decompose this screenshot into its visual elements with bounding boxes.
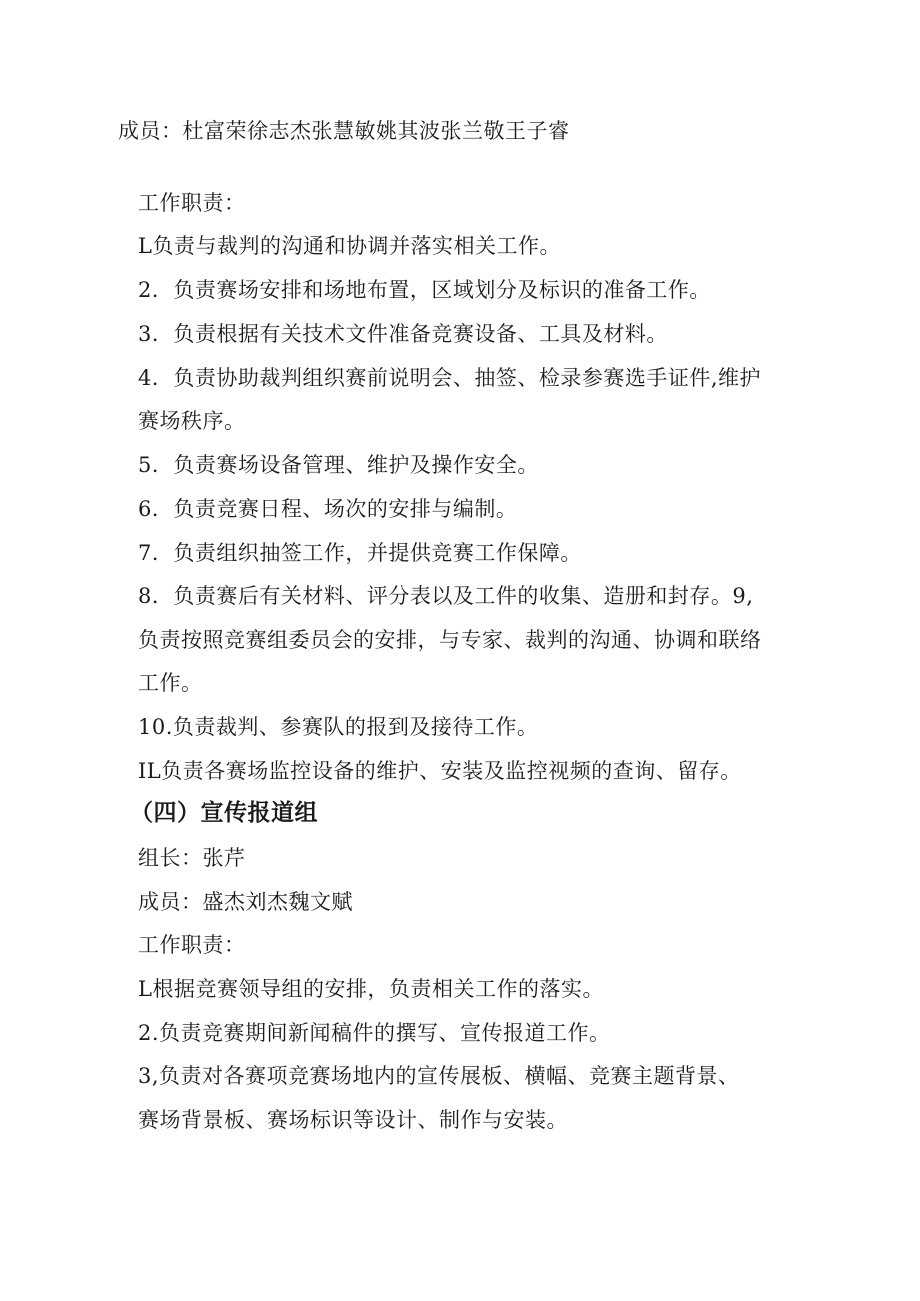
leader-line: 组长：张芹: [138, 846, 246, 870]
section-heading: （四）宣传报道组: [130, 800, 318, 826]
duty-item: 2.负责竞赛期间新闻稿件的撰写、宣传报道工作。: [138, 1021, 611, 1045]
duty-item: 工作。: [138, 671, 203, 695]
duty-item: 7．负责组织抽签工作，并提供竞赛工作保障。: [138, 541, 582, 565]
duties-label: 工作职责：: [138, 933, 246, 957]
duty-item: 4．负责协助裁判组织赛前说明会、抽签、检录参赛选手证件,维护: [138, 366, 762, 390]
duty-item: 负责按照竞赛组委员会的安排，与专家、裁判的沟通、协调和联络: [138, 628, 762, 652]
duty-item: 5．负责赛场设备管理、维护及操作安全。: [138, 453, 539, 477]
duty-item: L根据竞赛领导组的安排，负责相关工作的落实。: [138, 977, 604, 1001]
duty-item: 10.负责裁判、参赛队的报到及接待工作。: [138, 715, 539, 739]
duty-item: 2．负责赛场安排和场地布置，区域划分及标识的准备工作。: [138, 278, 711, 302]
duty-item: 赛场秩序。: [138, 409, 246, 433]
duty-item: 8．负责赛后有关材料、评分表以及工件的收集、造册和封存。9,: [138, 584, 754, 608]
duty-item: 3．负责根据有关技术文件准备竞赛设备、工具及材料。: [138, 322, 668, 346]
members-line: 成员：杜富荣徐志杰张慧敏姚其波张兰敬王子睿: [118, 119, 570, 143]
duty-item: L负责与裁判的沟通和协调并落实相关工作。: [138, 234, 561, 258]
duty-item: 3,负责对各赛项竞赛场地内的宣传展板、横幅、竞赛主题背景、: [138, 1064, 740, 1088]
duties-label: 工作职责：: [138, 191, 246, 215]
duty-item: 赛场背景板、赛场标识等设计、制作与安装。: [138, 1108, 568, 1132]
duty-item: 6．负责竞赛日程、场次的安排与编制。: [138, 497, 518, 521]
duty-item: IL负责各赛场监控设备的维护、安装及监控视频的查询、留存。: [138, 759, 742, 783]
members-line: 成员：盛杰刘杰魏文赋: [138, 890, 353, 914]
